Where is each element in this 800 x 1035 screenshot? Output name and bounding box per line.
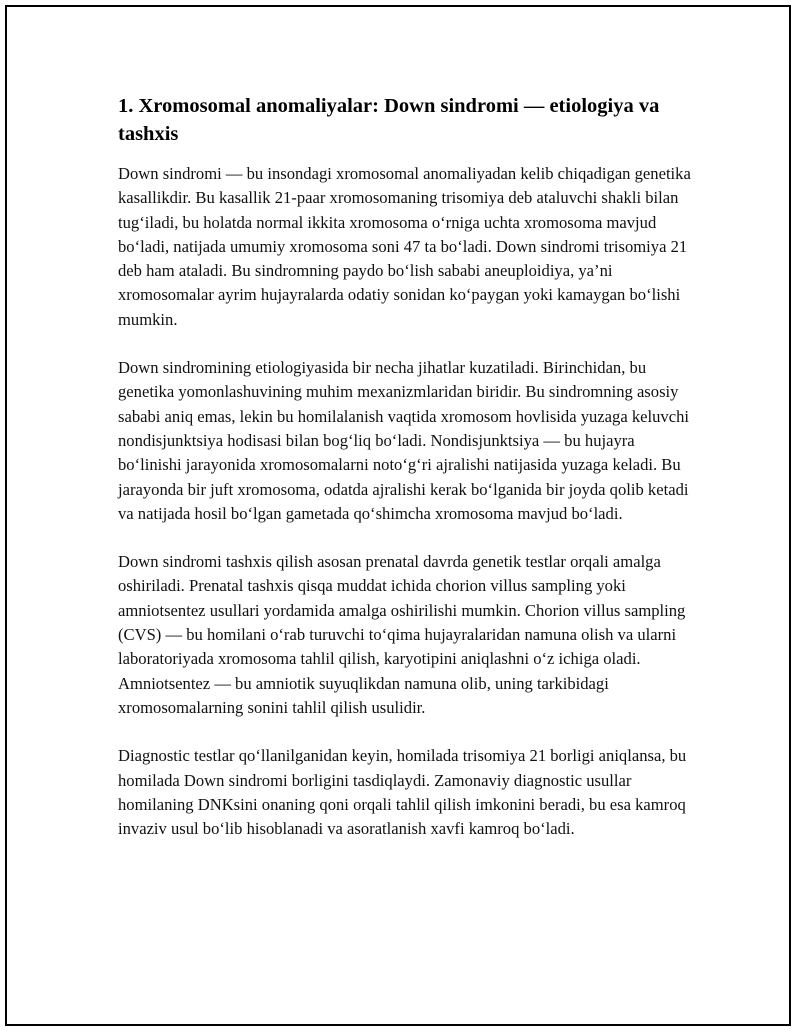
paragraph-1: Down sindromi — bu insondagi xromosomal anomaliyadan kelib chiqadigan genetika kasallikdir. Bu kasallik 21-paar xromosomaning trisomiya deb ataluvchi shakli bilan tug‘iladi, bu holatda normal ikkita xromosoma o‘rniga uchta xromosoma mavjud bo‘ladi, natijada umumiy xromosoma soni 47 ta bo‘ladi. Down sindromi trisomiya 21 deb ham ataladi. Bu sindromning paydo bo‘lish sababi aneuploidiya, ya’ni xromosomalar ayrim hujayralarda odatiy sonidan ko‘paygan yoki kamaygan bo‘lishi mumkin. — [118, 164, 691, 329]
document-body — [118, 92, 698, 865]
paragraph-3: Down sindromi tashxis qilish asosan prenatal davrda genetik testlar orqali amalga oshiriladi. Prenatal tashxis qisqa muddat ichida chorion villus sampling yoki amniotsentez usullari yordamida amalga oshirilishi mumkin. Chorion villus sampling (CVS) — bu homilani o‘rab turuvchi to‘qima hujayralaridan namuna olish va ularni laboratoriyada xromosoma tahlil qilish, karyotipini aniqlashni o‘z ichiga oladi. Amniotsentez — bu amniotik suyuqlikdan namuna olib, uning tarkibidagi xromosomalarning sonini tahlil qilish usulidir. — [118, 552, 686, 717]
paragraph-4: Diagnostic testlar qo‘llanilganidan keyin, homilada trisomiya 21 borligi aniqlansa, bu homilada Down sindromi borligini tasdiqlaydi. Zamonaviy diagnostic usullar homilaning DNKsini onaning qoni orqali tahlil qilish imkonini beradi, bu esa kamroq invaziv usul bo‘lib hisoblanadi va asoratlanish xavfi kamroq bo‘ladi. — [118, 746, 687, 839]
paragraph-2: Down sindromining etiologiyasida bir necha jihatlar kuzatiladi. Birinchidan, bu genetika yomonlashuvining muhim mexanizmlaridan biridir. Bu sindromning asosiy sababi aniq emas, lekin bu homilalanish vaqtida xromosom hovlisida yuzaga keluvchi nondisjunktsiya hodisasi bilan bog‘liq bo‘ladi. Nondisjunktsiya — bu hujayra bo‘linishi jarayonida xromosomalarni noto‘g‘ri ajralishi natijasida yuzaga keladi. Bu jarayonda bir juft xromosoma, odatda ajralishi kerak bo‘lganida bir joyda qolib ketadi va natijada hosil bo‘lgan gametada qo‘shimcha xromosoma mavjud bo‘ladi. — [118, 358, 689, 523]
document-heading: 1. Xromosomal anomaliyalar: Down sindromi — etiologiya va tashxis — [118, 95, 660, 145]
